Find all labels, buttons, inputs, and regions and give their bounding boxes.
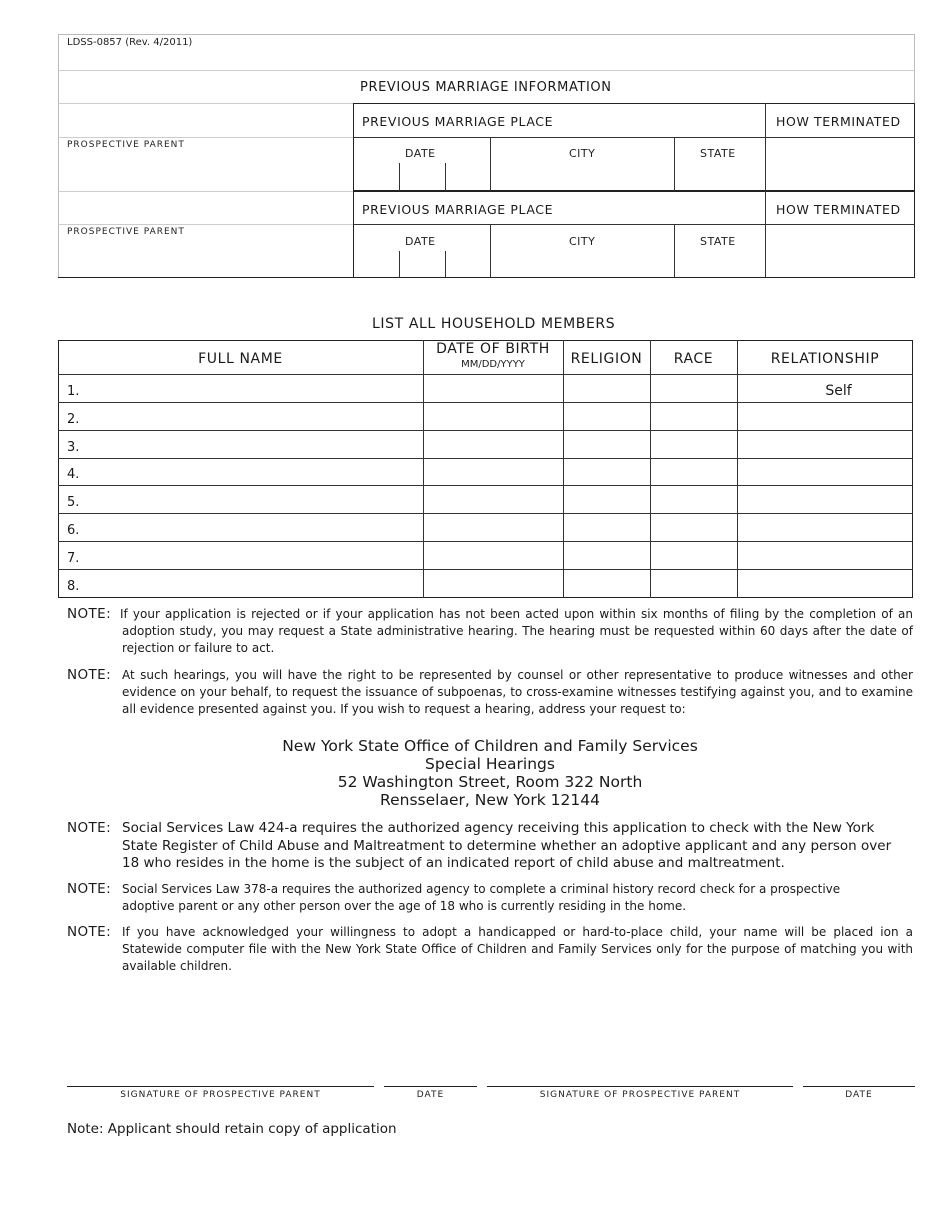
marriage-date-year-2[interactable] (446, 251, 490, 277)
signature-line-2[interactable] (487, 1086, 793, 1087)
state-label: STATE (700, 147, 736, 160)
date-label: DATE (405, 235, 436, 248)
religion-field[interactable] (564, 431, 650, 458)
date-label-2: DATE (845, 1090, 873, 1100)
divider (58, 137, 353, 138)
col-religion: RELIGION (570, 351, 643, 367)
signature-line-1[interactable] (67, 1086, 374, 1087)
row-number: 4. (67, 467, 80, 482)
note-label: NOTE: (67, 924, 112, 940)
dob-field[interactable] (424, 459, 563, 485)
address-line-1: New York State Office of Children and Family Services (282, 737, 698, 755)
race-field[interactable] (651, 514, 737, 541)
note-label: NOTE: (67, 667, 112, 683)
relationship-field[interactable] (738, 486, 913, 513)
full-name-field[interactable] (85, 570, 423, 597)
religion-field[interactable] (564, 459, 650, 485)
dob-field[interactable] (424, 514, 563, 541)
full-name-field[interactable] (85, 542, 423, 569)
row-number: 3. (67, 440, 80, 455)
col-full-name: FULL NAME (198, 351, 283, 367)
marriage-date-month-2[interactable] (354, 251, 399, 277)
form-id: LDSS-0857 (Rev. 4/2011) (67, 37, 193, 48)
city-label: CITY (569, 147, 596, 160)
marriage-date-month-1[interactable] (354, 163, 399, 190)
religion-field[interactable] (564, 570, 650, 597)
race-field[interactable] (651, 459, 737, 485)
marriage-date-day-2[interactable] (400, 251, 445, 277)
hearing-address (0, 737, 950, 809)
note-label: NOTE: (67, 606, 112, 622)
full-name-field[interactable] (85, 403, 423, 430)
date-line-2[interactable] (803, 1086, 915, 1087)
address-line-4: Rensselaer, New York 12144 (380, 791, 600, 809)
race-field[interactable] (651, 375, 737, 402)
divider (58, 224, 353, 225)
full-name-field[interactable] (85, 375, 423, 402)
full-name-field[interactable] (85, 431, 423, 458)
religion-field[interactable] (564, 403, 650, 430)
how-terminated-header: HOW TERMINATED (776, 114, 901, 129)
dob-field[interactable] (424, 542, 563, 569)
note-text: If you have acknowledged your willingness to adopt a handicapped or hard-to-place child, your name will be placed ion a Statewide computer file with the New York State Office of Children and Family Services only for the purpose of matching you with available children. (122, 925, 913, 973)
dob-field[interactable] (424, 375, 563, 402)
note-424a (67, 820, 913, 873)
row-number: 7. (67, 551, 80, 566)
marriage-section-title: PREVIOUS MARRIAGE INFORMATION (360, 80, 612, 95)
note-text: If your application is rejected or if your application has not been acted upon within six months of filing by the completion of an adoption study, you may request a State administrative hearing. The hearing must be requested within 60 days after the date of rejection or failure to act. (120, 607, 913, 655)
marriage-city-field-2[interactable] (491, 251, 674, 277)
note-text: Social Services Law 378-a requires the authorized agency to complete a criminal history record check for a prospective adoptive parent or any other person over the age of 18 who is currently residing in the home. (122, 882, 841, 913)
marriage-place-header: PREVIOUS MARRIAGE PLACE (362, 114, 554, 129)
how-terminated-header: HOW TERMINATED (776, 202, 901, 217)
religion-field[interactable] (564, 542, 650, 569)
how-terminated-field-2[interactable] (766, 225, 914, 277)
marriage-date-day-1[interactable] (400, 163, 445, 190)
marriage-place-header: PREVIOUS MARRIAGE PLACE (362, 202, 554, 217)
marriage-state-field-2[interactable] (675, 251, 765, 277)
signature-label-1: SIGNATURE OF PROSPECTIVE PARENT (120, 1090, 321, 1100)
row-number: 1. (67, 384, 80, 399)
date-label: DATE (405, 147, 436, 160)
row-number: 6. (67, 523, 80, 538)
date-label-1: DATE (416, 1090, 445, 1100)
note-text: At such hearings, you will have the right to be represented by counsel or other representative to produce witnesses and other evidence on your behalf, to request the issuance of subpoenas, to cross-examine witnesses testifying against you, and to examine all evidence presented against you. If you wish to request a hearing, address your request to: (122, 668, 913, 716)
full-name-field[interactable] (85, 514, 423, 541)
note-hearing-rights (67, 667, 913, 718)
relationship-field[interactable] (738, 431, 913, 458)
race-field[interactable] (651, 570, 737, 597)
household-title: LIST ALL HOUSEHOLD MEMBERS (372, 316, 616, 332)
relationship-value: Self (825, 383, 852, 399)
full-name-field[interactable] (85, 459, 423, 485)
race-field[interactable] (651, 542, 737, 569)
note-text: Social Services Law 424-a requires the authorized agency receiving this application to check with the New York State Register of Child Abuse and Maltreatment to determine whether an adoptive applicant and any person over 18 who resides in the home is the subject of an indicated report of child abuse and maltreatment. (122, 820, 892, 871)
date-line-1[interactable] (384, 1086, 477, 1087)
signature-label-2: SIGNATURE OF PROSPECTIVE PARENT (539, 1090, 741, 1100)
race-field[interactable] (651, 486, 737, 513)
state-label: STATE (700, 235, 736, 248)
divider (58, 70, 915, 71)
marriage-state-field-1[interactable] (675, 163, 765, 190)
divider (58, 191, 353, 192)
address-line-2: Special Hearings (425, 755, 555, 773)
how-terminated-field-1[interactable] (766, 138, 914, 190)
row-number: 2. (67, 412, 80, 427)
relationship-field[interactable] (738, 514, 913, 541)
marriage-city-field-1[interactable] (491, 163, 674, 190)
relationship-field[interactable] (738, 542, 913, 569)
prospective-parent-label: PROSPECTIVE PARENT (67, 227, 185, 237)
religion-field[interactable] (564, 486, 650, 513)
row-number: 5. (67, 495, 80, 510)
prospective-parent-field-2[interactable] (59, 240, 352, 277)
note-label: NOTE: (67, 881, 112, 897)
prospective-parent-label: PROSPECTIVE PARENT (67, 140, 185, 150)
note-378a (67, 881, 913, 915)
relationship-field[interactable] (738, 459, 913, 485)
col-dob-format: MM/DD/YYYY (461, 359, 525, 370)
race-field[interactable] (651, 431, 737, 458)
col-relationship: RELATIONSHIP (770, 351, 880, 367)
dob-field[interactable] (424, 486, 563, 513)
relationship-field[interactable] (738, 403, 913, 430)
prospective-parent-field-1[interactable] (59, 152, 352, 190)
religion-field[interactable] (564, 375, 650, 402)
dob-field[interactable] (424, 570, 563, 597)
full-name-field[interactable] (85, 486, 423, 513)
footer-note: Note: Applicant should retain copy of application (67, 1121, 397, 1137)
note-statewide-file (67, 924, 913, 975)
address-line-3: 52 Washington Street, Room 322 North (337, 773, 643, 791)
religion-field[interactable] (564, 514, 650, 541)
race-field[interactable] (651, 403, 737, 430)
col-race: RACE (673, 351, 714, 367)
relationship-field[interactable] (738, 570, 913, 597)
dob-field[interactable] (424, 403, 563, 430)
col-dob: DATE OF BIRTH (436, 341, 550, 357)
relationship-field[interactable] (738, 375, 913, 402)
dob-field[interactable] (424, 431, 563, 458)
marriage-date-year-1[interactable] (446, 163, 490, 190)
note-label: NOTE: (67, 820, 112, 836)
divider (58, 277, 915, 278)
city-label: CITY (569, 235, 596, 248)
row-number: 8. (67, 579, 80, 594)
note-rejection (67, 606, 913, 657)
